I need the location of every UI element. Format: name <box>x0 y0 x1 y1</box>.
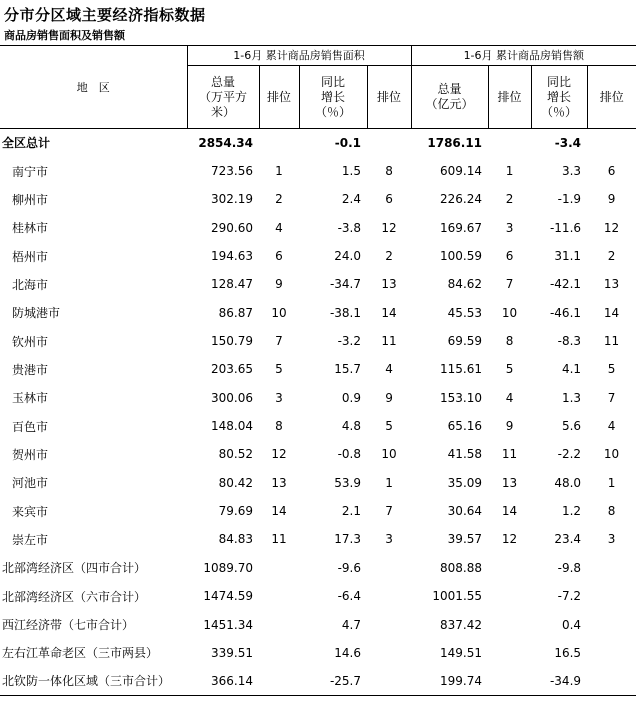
area-rank-cell: 3 <box>275 390 283 405</box>
area-total-cell: 300.06 <box>211 390 253 405</box>
sales-total-cell: 226.24 <box>440 192 483 207</box>
area-total-cell: 79.69 <box>218 504 253 519</box>
area-rank-cell <box>259 610 299 638</box>
sales-yoy-rank-cell: 3 <box>607 532 616 547</box>
sales-rank-cell: 7 <box>505 277 514 292</box>
area-total-cell: 366.14 <box>187 667 259 695</box>
header-line: 同比 <box>320 74 345 89</box>
table-row <box>0 157 636 185</box>
sales-rank-cell: 13 <box>501 475 518 490</box>
area-yoy-rank-cell <box>367 667 411 695</box>
sales-total-cell: 45.53 <box>447 305 483 320</box>
sales-yoy-rank-cell: 7 <box>607 390 616 405</box>
sales-yoy-cell: -2.2 <box>557 447 582 462</box>
sales-yoy-cell: 5.6 <box>561 419 582 434</box>
sales-yoy-cell: -34.9 <box>531 667 587 695</box>
table-body <box>0 129 636 696</box>
area-total-cell: 80.52 <box>218 447 253 462</box>
sales-yoy-rank-cell: 11 <box>603 334 620 349</box>
sales-yoy-rank-cell: 10 <box>603 447 620 462</box>
header-line: 增长 <box>320 89 345 104</box>
sales-total-cell: 1001.55 <box>432 589 483 604</box>
region-name-cell: 梧州市 <box>12 249 49 264</box>
area-total-cell: 148.04 <box>211 419 253 434</box>
area-total-cell: 150.79 <box>211 334 253 349</box>
sales-yoy-rank-cell <box>587 610 636 638</box>
sales-yoy-cell: -11.6 <box>549 220 582 235</box>
area-yoy-cell: -38.1 <box>329 305 361 320</box>
sales-yoy-rank-cell <box>587 554 636 582</box>
area-rank-cell: 14 <box>271 504 287 519</box>
table-row <box>0 440 636 468</box>
area-yoy-rank-cell: 12 <box>381 220 397 235</box>
table-row <box>0 554 636 582</box>
sales-rank-cell: 2 <box>505 192 514 207</box>
area-yoy-cell: -3.2 <box>337 334 361 349</box>
table-row <box>0 639 636 667</box>
sales-yoy-rank-cell: 1 <box>607 475 616 490</box>
area-rank-cell: 5 <box>275 362 283 377</box>
sales-yoy-rank-cell: 12 <box>603 220 620 235</box>
sales-yoy-rank-header: 排位 <box>587 66 636 129</box>
area-total-cell: 302.19 <box>211 192 253 207</box>
header-line: （％） <box>314 104 351 119</box>
region-name-cell: 防城港市 <box>12 306 61 321</box>
sales-total-cell: 100.59 <box>440 249 483 264</box>
area-yoy-rank-cell: 14 <box>381 305 397 320</box>
sales-yoy-cell: 16.5 <box>554 645 582 660</box>
area-yoy-cell: -34.7 <box>329 277 361 292</box>
sales-yoy-rank-cell: 9 <box>607 192 616 207</box>
sales-rank-cell <box>488 582 531 610</box>
region-name-cell: 北部湾经济区（六市合计） <box>2 589 147 604</box>
table-row <box>0 355 636 383</box>
region-name-cell: 南宁市 <box>12 164 49 179</box>
area-yoy-rank-cell: 8 <box>385 164 393 179</box>
region-name-cell: 全区总计 <box>2 136 51 151</box>
area-yoy-rank-cell <box>367 129 411 157</box>
sales-rank-cell: 8 <box>505 334 514 349</box>
area-yoy-cell: 2.4 <box>341 192 361 207</box>
sales-total-cell: 65.16 <box>447 419 483 434</box>
sales-total-cell: 69.59 <box>447 334 483 349</box>
region-name-cell: 河池市 <box>12 476 49 491</box>
area-yoy-rank-cell <box>367 582 411 610</box>
table-row <box>0 384 636 412</box>
area-yoy-cell: 15.7 <box>334 362 361 377</box>
area-rank-cell <box>259 582 299 610</box>
area-yoy-cell: -0.8 <box>337 447 361 462</box>
area-yoy-header <box>299 66 367 129</box>
region-name-cell: 桂林市 <box>12 221 49 236</box>
header-line: 总量 <box>437 82 462 96</box>
sales-rank-cell <box>488 129 531 157</box>
area-yoy-cell: 17.3 <box>334 532 361 547</box>
area-yoy-cell: 1.5 <box>341 164 361 179</box>
area-rank-cell: 10 <box>271 305 287 320</box>
area-yoy-cell: 0.9 <box>341 390 361 405</box>
area-rank-cell: 11 <box>271 532 287 547</box>
table-row <box>0 525 636 553</box>
area-total-header <box>187 66 259 129</box>
sales-yoy-cell: 1.2 <box>561 504 582 519</box>
sales-yoy-rank-cell: 5 <box>607 362 616 377</box>
sales-yoy-rank-cell: 14 <box>603 305 620 320</box>
area-rank-cell: 7 <box>275 334 283 349</box>
table-row <box>0 242 636 270</box>
area-total-cell: 339.51 <box>211 645 253 660</box>
table-row <box>0 667 636 695</box>
area-rank-cell: 1 <box>275 164 283 179</box>
table-row-total <box>0 129 636 157</box>
area-yoy-rank-cell: 6 <box>385 192 393 207</box>
sales-group-header: 1-6月 累计商品房销售额 <box>411 46 636 66</box>
area-rank-cell: 12 <box>271 447 287 462</box>
sales-total-cell: 115.61 <box>440 362 483 377</box>
area-rank-cell <box>259 129 299 157</box>
table-row <box>0 412 636 440</box>
area-rank-cell: 4 <box>275 220 283 235</box>
area-rank-cell: 9 <box>275 277 283 292</box>
area-yoy-cell: -3.8 <box>337 220 361 235</box>
area-yoy-cell: 4.7 <box>341 617 361 632</box>
region-name-cell: 北海市 <box>12 277 49 292</box>
sales-yoy-rank-cell: 13 <box>603 277 620 292</box>
sales-rank-cell: 11 <box>501 447 518 462</box>
area-yoy-cell: 14.6 <box>334 645 361 660</box>
sales-rank-cell: 3 <box>505 220 514 235</box>
sales-yoy-rank-cell <box>587 129 636 157</box>
sales-rank-cell <box>488 610 531 638</box>
sales-yoy-cell: 48.0 <box>554 475 582 490</box>
table-row <box>0 497 636 525</box>
header-line: （万平方 <box>198 89 247 104</box>
area-yoy-cell: -6.4 <box>337 589 361 604</box>
sales-total-cell: 1786.11 <box>427 135 483 150</box>
sales-yoy-rank-cell: 8 <box>607 504 616 519</box>
sales-total-cell: 149.51 <box>440 645 483 660</box>
region-name-cell: 贵港市 <box>12 362 49 377</box>
header-line: 同比 <box>547 74 572 89</box>
sales-yoy-rank-cell <box>587 582 636 610</box>
region-name-cell: 北钦防一体化区域（三市合计） <box>0 667 187 695</box>
sales-yoy-cell: 0.4 <box>561 617 582 632</box>
sales-yoy-rank-cell: 2 <box>607 249 616 264</box>
sales-rank-cell <box>488 554 531 582</box>
sales-yoy-cell: -42.1 <box>549 277 582 292</box>
sales-yoy-rank-cell <box>587 667 636 695</box>
area-yoy-cell: 4.8 <box>341 419 361 434</box>
sales-total-cell: 41.58 <box>447 447 483 462</box>
sales-yoy-cell: 1.3 <box>561 390 582 405</box>
sales-total-cell: 837.42 <box>440 617 483 632</box>
area-rank-cell: 8 <box>275 419 283 434</box>
area-group-header: 1-6月 累计商品房销售面积 <box>187 46 411 66</box>
sales-total-cell: 30.64 <box>447 504 483 519</box>
area-total-cell: 203.65 <box>211 362 253 377</box>
sales-rank-cell: 10 <box>501 305 518 320</box>
table-row <box>0 327 636 355</box>
table-row <box>0 469 636 497</box>
area-rank-cell: 2 <box>275 192 283 207</box>
sales-yoy-cell: -7.2 <box>557 589 582 604</box>
region-name-cell: 左右江革命老区（三市两县） <box>2 646 159 661</box>
area-total-cell: 723.56 <box>211 164 253 179</box>
sales-yoy-rank-cell <box>587 639 636 667</box>
area-yoy-rank-cell: 4 <box>385 362 393 377</box>
area-yoy-rank-header: 排位 <box>367 66 411 129</box>
data-table <box>0 45 636 696</box>
sales-total-cell: 153.10 <box>440 390 483 405</box>
sales-yoy-cell: 31.1 <box>554 249 582 264</box>
area-rank-cell <box>259 639 299 667</box>
sales-yoy-cell: -3.4 <box>554 135 582 150</box>
area-yoy-rank-cell <box>367 610 411 638</box>
area-total-cell: 1474.59 <box>203 589 253 604</box>
area-total-cell: 2854.34 <box>198 135 253 150</box>
region-name-cell: 柳州市 <box>12 192 49 207</box>
sales-rank-cell: 5 <box>505 362 514 377</box>
region-header: 地 区 <box>0 46 187 129</box>
sales-rank-header: 排位 <box>488 66 531 129</box>
sales-rank-cell: 9 <box>505 419 514 434</box>
sales-yoy-cell: 3.3 <box>561 164 582 179</box>
area-total-cell: 86.87 <box>218 305 253 320</box>
sales-rank-cell: 14 <box>501 504 518 519</box>
area-rank-cell: 6 <box>275 249 283 264</box>
sales-yoy-cell: 4.1 <box>561 362 582 377</box>
sales-rank-cell: 12 <box>501 532 518 547</box>
sales-total-cell: 84.62 <box>447 277 483 292</box>
sales-rank-cell: 4 <box>505 390 514 405</box>
table-row <box>0 185 636 213</box>
area-yoy-rank-cell: 7 <box>385 504 393 519</box>
table-subtitle: 商品房销售面积及销售额 <box>4 29 125 42</box>
sales-yoy-rank-cell: 4 <box>607 419 616 434</box>
region-name-cell: 钦州市 <box>12 334 49 349</box>
area-yoy-rank-cell: 10 <box>381 447 397 462</box>
table-row <box>0 582 636 610</box>
area-yoy-rank-cell <box>367 554 411 582</box>
sales-total-header <box>411 66 488 129</box>
sales-rank-cell <box>488 667 531 695</box>
area-total-cell: 80.42 <box>218 475 253 490</box>
header-line: 增长 <box>547 89 572 104</box>
sales-yoy-cell: -1.9 <box>557 192 582 207</box>
sales-total-cell: 35.09 <box>447 475 483 490</box>
page-title: 分市分区域主要经济指标数据 <box>4 6 206 24</box>
region-name-cell: 来宾市 <box>12 504 49 519</box>
area-yoy-rank-cell: 1 <box>385 475 393 490</box>
table-row <box>0 270 636 298</box>
region-name-cell: 玉林市 <box>12 391 49 406</box>
area-yoy-cell: -0.1 <box>334 135 361 150</box>
area-yoy-rank-cell: 5 <box>385 419 393 434</box>
region-name-cell: 北部湾经济区（四市合计） <box>2 561 147 576</box>
sales-rank-cell <box>488 639 531 667</box>
area-total-cell: 128.47 <box>211 277 253 292</box>
sales-total-cell: 808.88 <box>440 560 483 575</box>
table-row <box>0 610 636 638</box>
area-yoy-rank-cell: 11 <box>381 334 397 349</box>
area-yoy-cell: 24.0 <box>334 249 361 264</box>
sales-yoy-rank-cell: 6 <box>607 164 616 179</box>
sales-total-cell: 169.67 <box>440 220 483 235</box>
area-yoy-rank-cell: 3 <box>385 532 393 547</box>
area-rank-header: 排位 <box>259 66 299 129</box>
sales-yoy-cell: 23.4 <box>554 532 582 547</box>
sales-yoy-cell: -9.8 <box>557 560 582 575</box>
region-name-cell: 西江经济带（七市合计） <box>2 618 135 633</box>
area-yoy-cell: 2.1 <box>341 504 361 519</box>
area-yoy-rank-cell: 13 <box>381 277 397 292</box>
sales-yoy-cell: -46.1 <box>549 305 582 320</box>
area-yoy-rank-cell: 9 <box>385 390 393 405</box>
sales-yoy-header <box>531 66 587 129</box>
area-total-cell: 1089.70 <box>203 560 253 575</box>
area-total-cell: 194.63 <box>211 249 253 264</box>
header-line: （亿元） <box>425 97 474 111</box>
area-yoy-cell: -9.6 <box>337 560 361 575</box>
area-yoy-rank-cell <box>367 639 411 667</box>
sales-total-cell: 39.57 <box>447 532 483 547</box>
header-line: （％） <box>541 104 578 119</box>
area-total-cell: 290.60 <box>211 220 253 235</box>
sales-yoy-cell: -8.3 <box>557 334 582 349</box>
area-yoy-cell: 53.9 <box>334 475 361 490</box>
region-name-cell: 崇左市 <box>12 532 49 547</box>
area-rank-cell <box>259 554 299 582</box>
table-row <box>0 214 636 242</box>
sales-total-cell: 199.74 <box>411 667 488 695</box>
header-line: 米） <box>210 104 235 119</box>
area-total-cell: 84.83 <box>218 532 253 547</box>
sales-rank-cell: 1 <box>505 164 514 179</box>
region-name-cell: 百色市 <box>12 419 49 434</box>
sales-total-cell: 609.14 <box>440 164 483 179</box>
table-row <box>0 299 636 327</box>
sales-rank-cell: 6 <box>505 249 514 264</box>
region-name-cell: 贺州市 <box>12 447 49 462</box>
header-line: 总量 <box>210 74 235 89</box>
table-header <box>0 46 636 129</box>
area-rank-cell <box>259 667 299 695</box>
area-yoy-rank-cell: 2 <box>385 249 393 264</box>
area-yoy-cell: -25.7 <box>299 667 367 695</box>
area-rank-cell: 13 <box>271 475 287 490</box>
area-total-cell: 1451.34 <box>203 617 253 632</box>
